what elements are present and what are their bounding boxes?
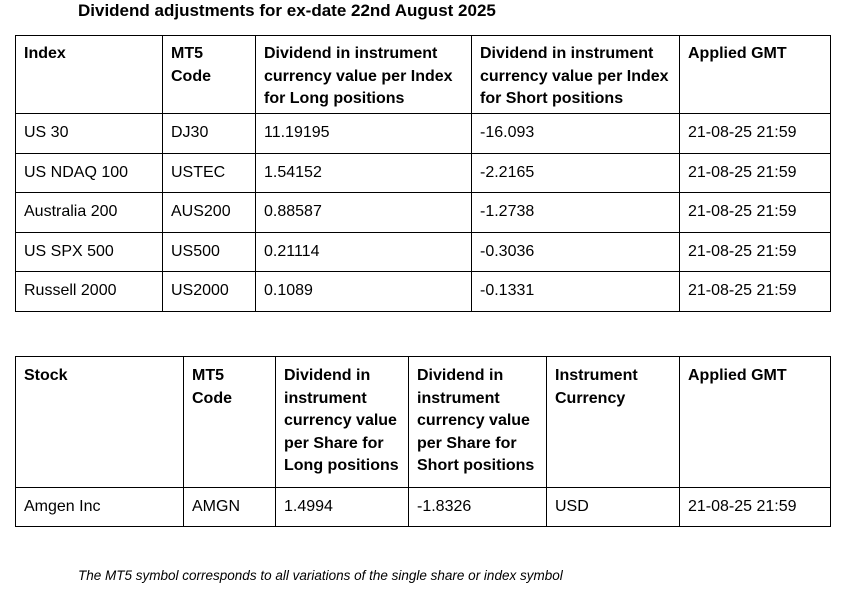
index-name-cell: US SPX 500 [16,232,163,272]
mt5-code-cell: USTEC [163,153,256,193]
applied-gmt-cell: 21-08-25 21:59 [680,153,831,193]
table-row [16,488,831,527]
index-name-cell: US NDAQ 100 [16,153,163,193]
page-title: Dividend adjustments for ex-date 22nd August 2025 [78,1,496,20]
table-row [16,272,831,312]
stock-name-cell: Amgen Inc [16,488,184,527]
table-row [16,193,831,233]
dividend-short-cell: -1.8326 [409,488,547,527]
dividend-long-cell: 0.21114 [256,232,472,272]
stock-dividend-table [15,356,831,527]
header-dividend-short: Dividend in instrument currency value per Share for Short positions [409,357,547,488]
dividend-short-cell: -2.2165 [472,153,680,193]
dividend-long-cell: 0.1089 [256,272,472,312]
index-name-cell: Russell 2000 [16,272,163,312]
applied-gmt-cell: 21-08-25 21:59 [680,488,831,527]
header-dividend-long: Dividend in instrument currency value per Share for Long positions [276,357,409,488]
applied-gmt-cell: 21-08-25 21:59 [680,193,831,233]
header-dividend-short: Dividend in instrument currency value per Index for Short positions [472,36,680,114]
footnote: The MT5 symbol corresponds to all variations of the single share or index symbol [78,568,563,583]
table-row [16,232,831,272]
table-header-row [16,357,831,488]
table-row [16,114,831,154]
index-name-cell: Australia 200 [16,193,163,233]
dividend-short-cell: -1.2738 [472,193,680,233]
applied-gmt-cell: 21-08-25 21:59 [680,272,831,312]
dividend-long-cell: 11.19195 [256,114,472,154]
index-dividend-table [15,35,831,312]
dividend-short-cell: -0.1331 [472,272,680,312]
mt5-code-cell: AMGN [184,488,276,527]
header-mt5-code: MT5 Code [184,357,276,488]
header-dividend-long: Dividend in instrument currency value per Index for Long positions [256,36,472,114]
index-name-cell: US 30 [16,114,163,154]
instrument-currency-cell: USD [547,488,680,527]
header-applied-gmt: Applied GMT [680,36,831,114]
header-stock: Stock [16,357,184,488]
header-mt5-code: MT5 Code [163,36,256,114]
mt5-code-cell: AUS200 [163,193,256,233]
dividend-short-cell: -16.093 [472,114,680,154]
dividend-long-cell: 0.88587 [256,193,472,233]
header-index: Index [16,36,163,114]
header-applied-gmt: Applied GMT [680,357,831,488]
mt5-code-cell: DJ30 [163,114,256,154]
applied-gmt-cell: 21-08-25 21:59 [680,114,831,154]
mt5-code-cell: US2000 [163,272,256,312]
table-header-row [16,36,831,114]
applied-gmt-cell: 21-08-25 21:59 [680,232,831,272]
table-row [16,153,831,193]
dividend-long-cell: 1.54152 [256,153,472,193]
dividend-long-cell: 1.4994 [276,488,409,527]
mt5-code-cell: US500 [163,232,256,272]
header-instrument-currency: Instrument Currency [547,357,680,488]
dividend-short-cell: -0.3036 [472,232,680,272]
